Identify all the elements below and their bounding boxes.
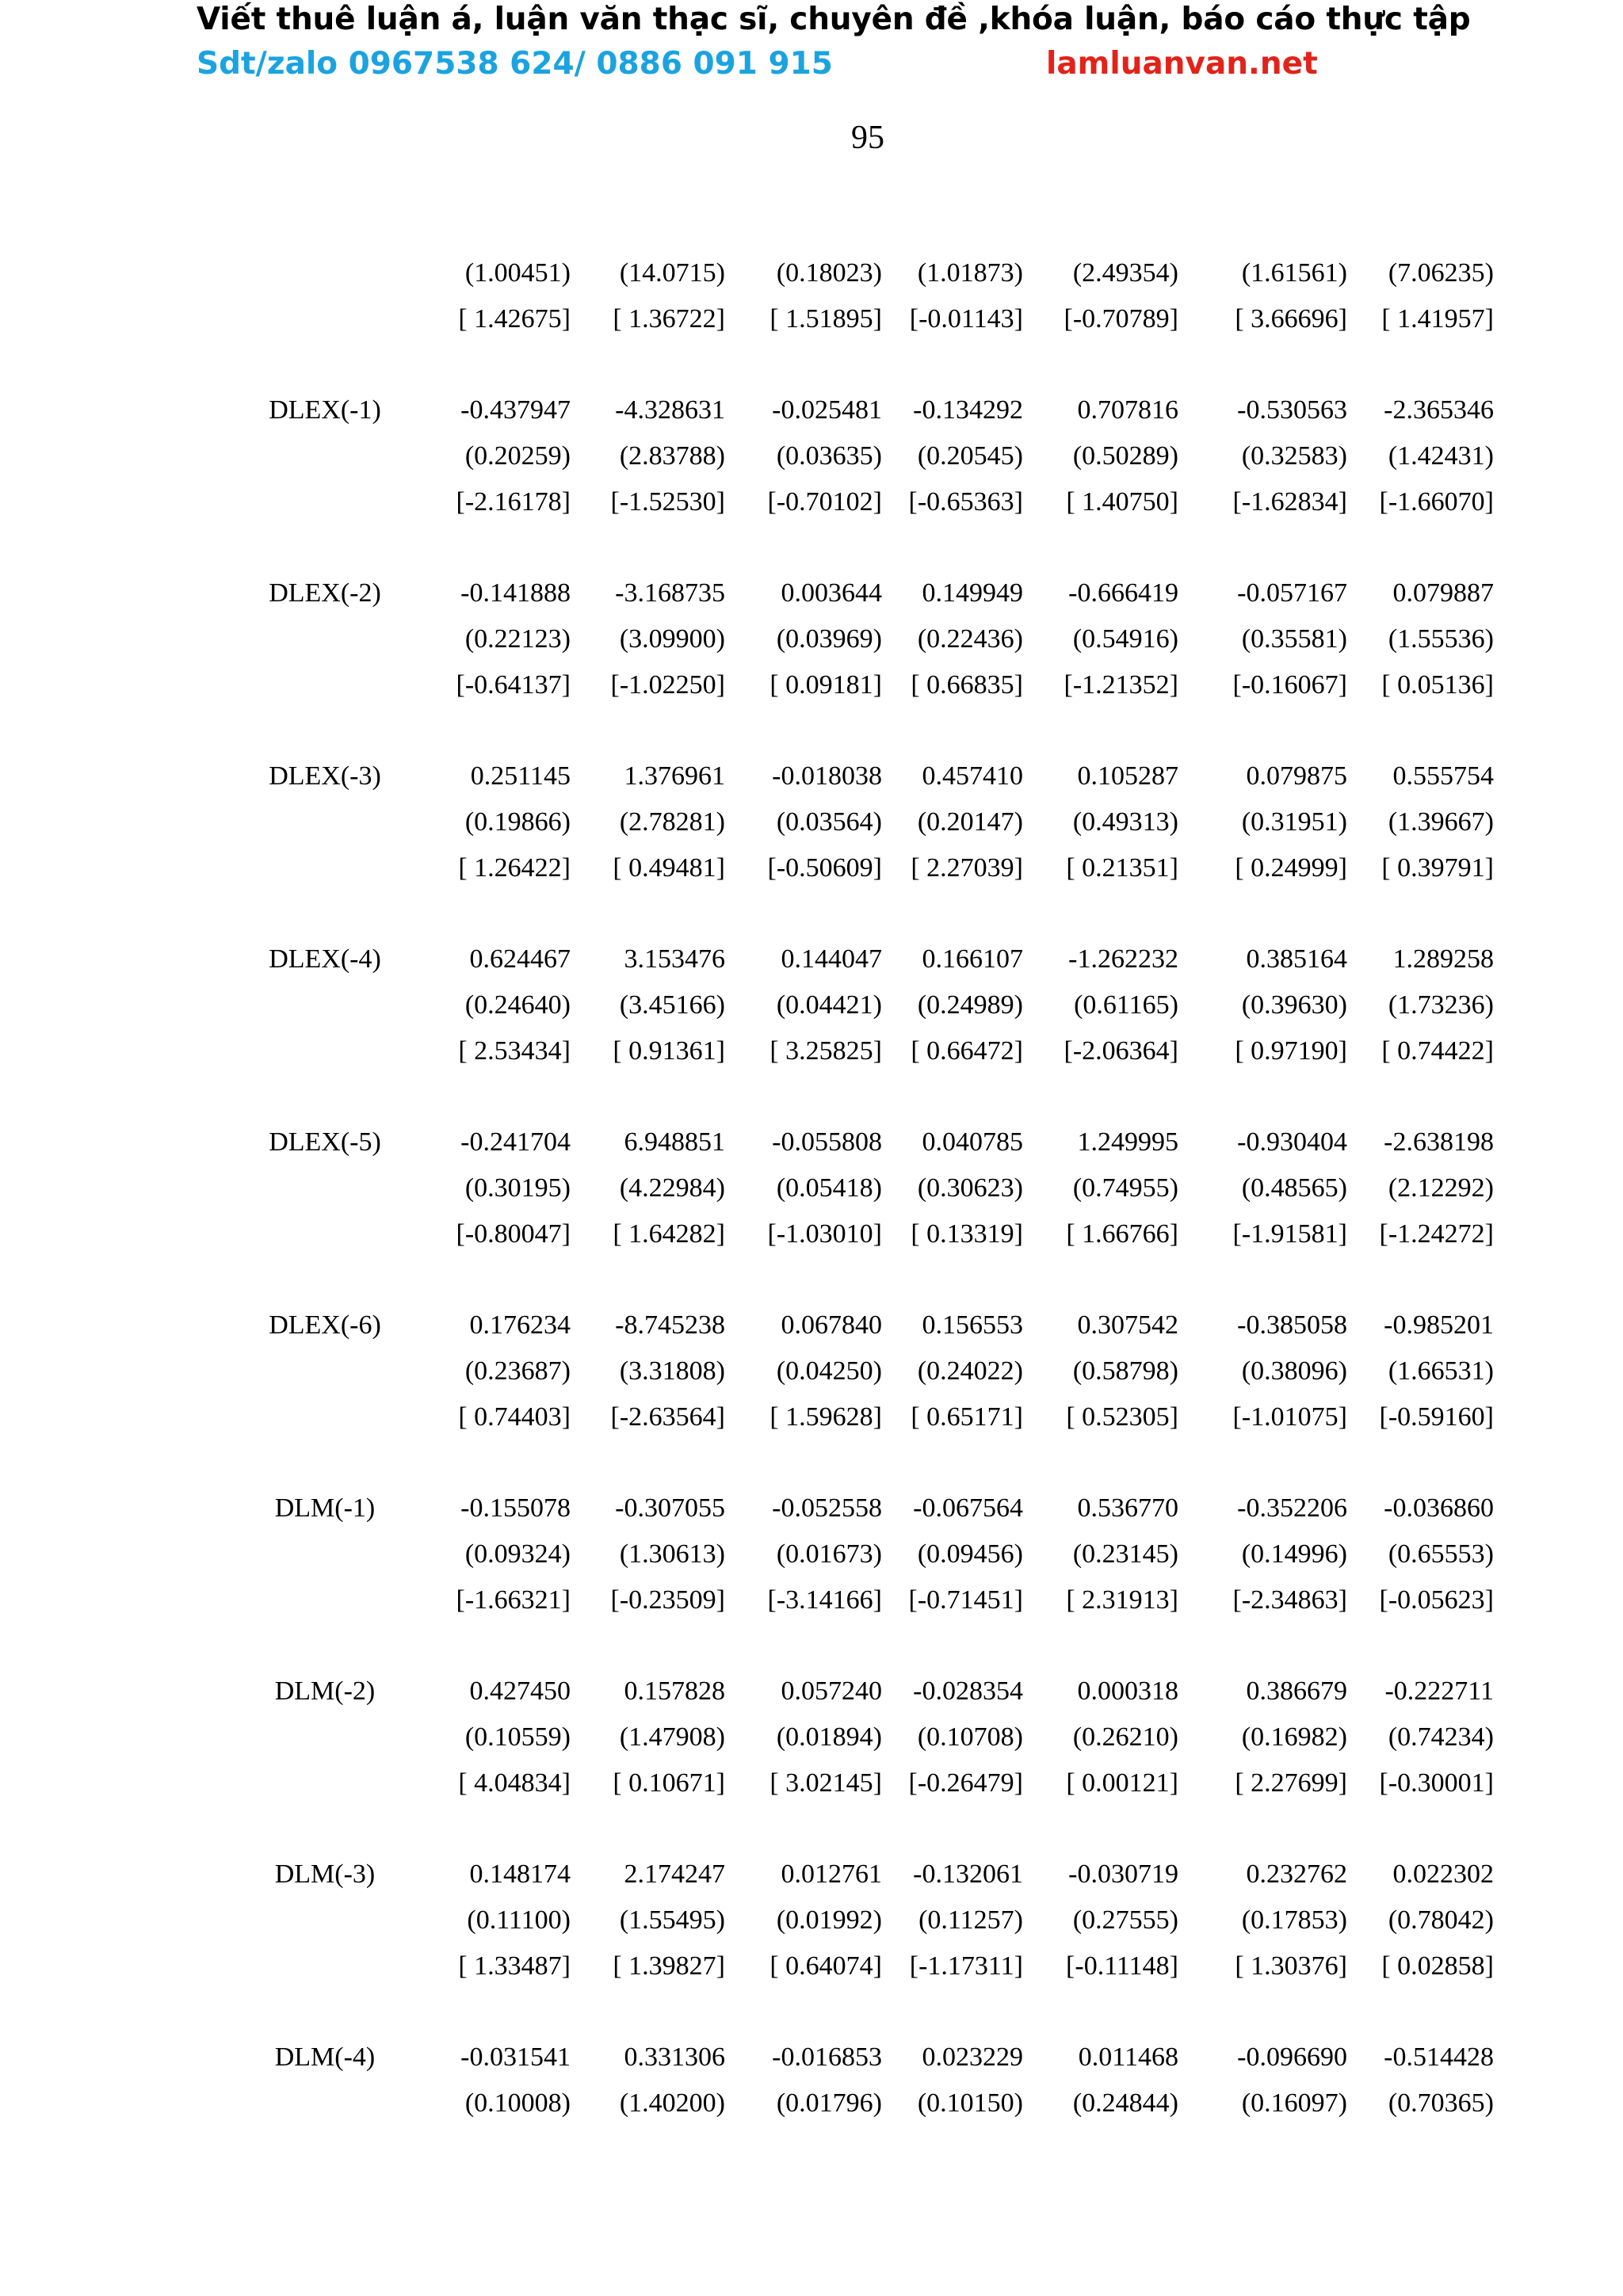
table-cell: (0.10008) [464, 2088, 571, 2118]
table-cell: [-0.50609] [767, 853, 882, 883]
table-cell: 0.079887 [1392, 578, 1494, 608]
table-cell: [-1.01075] [1232, 1402, 1347, 1432]
table-row [0, 1398, 1623, 1437]
table-cell: (0.19866) [464, 807, 571, 837]
table-cell: [-2.63564] [610, 1402, 725, 1432]
table-cell: -0.036860 [1384, 1493, 1494, 1523]
table-cell: (0.16097) [1241, 2088, 1347, 2118]
table-cell: 0.232762 [1246, 1859, 1347, 1889]
table-cell: (0.24640) [464, 990, 571, 1020]
table-cell: -4.328631 [615, 395, 725, 425]
table-cell: -0.385058 [1237, 1310, 1347, 1340]
table-cell: [ 0.10671] [613, 1768, 725, 1798]
table-row [0, 1672, 1623, 1711]
table-cell: (1.39667) [1388, 807, 1494, 837]
table-cell: [ 0.39791] [1381, 853, 1494, 883]
table-cell: 0.011468 [1078, 2042, 1178, 2072]
table-cell: 0.166107 [922, 944, 1023, 974]
table-cell: -0.132061 [913, 1859, 1023, 1889]
table-cell: [-1.66070] [1379, 487, 1494, 517]
table-row [0, 1489, 1623, 1528]
table-cell: -0.666419 [1068, 578, 1178, 608]
table-cell: (2.12292) [1388, 1173, 1494, 1203]
table-cell: -0.018038 [772, 761, 882, 791]
page-number: 95 [851, 120, 884, 156]
table-cell: -0.222711 [1384, 1676, 1494, 1706]
table-cell: (0.74234) [1388, 1722, 1494, 1752]
table-cell: [ 0.49481] [613, 853, 725, 883]
table-cell: 2.174247 [624, 1859, 725, 1889]
table-cell: [ 1.41957] [1381, 304, 1494, 334]
table-cell: [-1.03010] [767, 1219, 882, 1249]
table-cell: [-3.14166] [767, 1585, 882, 1615]
table-cell: (2.78281) [619, 807, 725, 837]
table-cell: [ 3.66696] [1235, 304, 1347, 334]
table-row [0, 482, 1623, 522]
table-cell: (0.38096) [1241, 1356, 1347, 1386]
row-label: DLM(-4) [274, 2042, 376, 2072]
table-cell: -0.141888 [460, 578, 571, 608]
table-cell: [ 2.27039] [911, 853, 1023, 883]
table-cell: -0.025481 [772, 395, 882, 425]
table-cell: 0.057240 [781, 1676, 882, 1706]
row-label: DLEX(-5) [269, 1127, 381, 1157]
table-cell: -0.530563 [1237, 395, 1347, 425]
table-row [0, 803, 1623, 842]
table-cell: (0.11257) [918, 1905, 1023, 1935]
table-cell: -0.055808 [772, 1127, 882, 1157]
table-cell: (1.61561) [1241, 258, 1347, 288]
table-cell: -2.365346 [1384, 395, 1494, 425]
table-cell: (3.09900) [619, 624, 725, 654]
row-label: DLEX(-3) [269, 761, 381, 791]
table-cell: -0.031541 [460, 2042, 571, 2072]
table-cell: (0.65553) [1388, 1539, 1494, 1569]
table-cell: 0.003644 [781, 578, 882, 608]
table-cell: -0.134292 [913, 395, 1023, 425]
table-row [0, 254, 1623, 293]
table-row [0, 1718, 1623, 1757]
table-cell: (0.23145) [1072, 1539, 1178, 1569]
table-cell: 0.067840 [781, 1310, 882, 1340]
table-cell: [ 0.13319] [911, 1219, 1023, 1249]
table-cell: [-0.70102] [767, 487, 882, 517]
table-cell: (0.01796) [776, 2088, 882, 2118]
table-cell: 0.555754 [1392, 761, 1494, 791]
table-cell: (1.42431) [1388, 441, 1494, 471]
table-cell: [ 0.74422] [1381, 1036, 1494, 1066]
table-cell: (0.35581) [1241, 624, 1347, 654]
table-cell: [ 0.05136] [1381, 670, 1494, 700]
table-cell: (0.30623) [917, 1173, 1023, 1203]
table-row [0, 940, 1623, 979]
table-cell: (0.05418) [776, 1173, 882, 1203]
table-cell: [ 2.27699] [1235, 1768, 1347, 1798]
table-cell: -0.028354 [913, 1676, 1023, 1706]
row-label: DLM(-1) [274, 1493, 376, 1523]
table-cell: [-0.71451] [908, 1585, 1023, 1615]
table-cell: [ 0.00121] [1066, 1768, 1178, 1798]
table-cell: [ 4.04834] [458, 1768, 571, 1798]
table-cell: (0.03635) [776, 441, 882, 471]
table-cell: [ 0.02858] [1381, 1951, 1494, 1981]
table-cell: (0.22436) [917, 624, 1023, 654]
table-cell: [-0.30001] [1379, 1768, 1494, 1798]
table-row [0, 1855, 1623, 1894]
table-cell: [-0.64137] [456, 670, 571, 700]
table-cell: (0.26210) [1072, 1722, 1178, 1752]
table-cell: (0.58798) [1072, 1356, 1178, 1386]
table-cell: 0.105287 [1077, 761, 1178, 791]
table-cell: [ 0.74403] [458, 1402, 571, 1432]
table-cell: 0.707816 [1077, 395, 1178, 425]
table-cell: 0.023229 [922, 2042, 1023, 2072]
table-cell: [ 2.53434] [458, 1036, 571, 1066]
table-cell: (0.04421) [776, 990, 882, 1020]
table-cell: (2.83788) [619, 441, 725, 471]
table-cell: [ 1.51895] [769, 304, 882, 334]
table-row [0, 986, 1623, 1025]
table-cell: 0.040785 [922, 1127, 1023, 1157]
table-cell: [ 0.21351] [1066, 853, 1178, 883]
table-row [0, 1901, 1623, 1940]
table-cell: -3.168735 [615, 578, 725, 608]
table-cell: [-0.05623] [1379, 1585, 1494, 1615]
table-cell: [ 1.40750] [1066, 487, 1178, 517]
table-cell: (0.78042) [1388, 1905, 1494, 1935]
table-row [0, 1169, 1623, 1208]
table-cell: -0.030719 [1068, 1859, 1178, 1889]
table-cell: (0.20147) [917, 807, 1023, 837]
table-cell: [ 1.36722] [613, 304, 725, 334]
table-cell: (0.03969) [776, 624, 882, 654]
table-cell: [-0.16067] [1232, 670, 1347, 700]
table-cell: (0.20545) [917, 441, 1023, 471]
table-cell: (1.55536) [1388, 624, 1494, 654]
table-cell: 0.386679 [1246, 1676, 1347, 1706]
row-label: DLEX(-1) [269, 395, 381, 425]
table-cell: [-2.06364] [1064, 1036, 1178, 1066]
table-cell: (0.39630) [1241, 990, 1347, 1020]
table-cell: [-1.24272] [1379, 1219, 1494, 1249]
table-cell: (0.10559) [464, 1722, 571, 1752]
table-cell: -0.096690 [1237, 2042, 1347, 2072]
table-cell: -0.155078 [460, 1493, 571, 1523]
table-cell: (0.74955) [1072, 1173, 1178, 1203]
table-cell: [-1.02250] [610, 670, 725, 700]
table-row [0, 1123, 1623, 1162]
header-website: lamluanvan.net [1046, 46, 1318, 82]
table-cell: (0.10150) [917, 2088, 1023, 2118]
header-phone: Sdt/zalo 0967538 624/ 0886 091 915 [197, 46, 833, 82]
table-cell: -0.437947 [460, 395, 571, 425]
table-cell: [ 0.66472] [911, 1036, 1023, 1066]
table-cell: [-0.23509] [610, 1585, 725, 1615]
table-cell: -0.985201 [1384, 1310, 1494, 1340]
table-row [0, 1535, 1623, 1574]
table-cell: (1.66531) [1388, 1356, 1494, 1386]
table-cell: (0.70365) [1388, 2088, 1494, 2118]
table-cell: [-1.62834] [1232, 487, 1347, 517]
table-cell: (1.55495) [619, 1905, 725, 1935]
table-cell: [ 0.97190] [1235, 1036, 1347, 1066]
table-cell: (1.47908) [619, 1722, 725, 1752]
table-cell: [ 1.64282] [613, 1219, 725, 1249]
table-cell: [ 0.09181] [769, 670, 882, 700]
table-cell: [ 0.66835] [911, 670, 1023, 700]
table-cell: [-0.80047] [456, 1219, 571, 1249]
table-cell: (7.06235) [1388, 258, 1494, 288]
table-cell: (0.31951) [1241, 807, 1347, 837]
table-row [0, 299, 1623, 339]
table-cell: [-1.21352] [1064, 670, 1178, 700]
table-cell: (0.24989) [917, 990, 1023, 1020]
table-cell: 1.376961 [624, 761, 725, 791]
table-cell: (0.01673) [776, 1539, 882, 1569]
table-row [0, 1215, 1623, 1254]
table-row [0, 437, 1623, 476]
table-cell: (1.00451) [464, 258, 571, 288]
table-cell: (0.22123) [464, 624, 571, 654]
table-cell: 0.536770 [1077, 1493, 1178, 1523]
row-label: DLM(-3) [274, 1859, 376, 1889]
table-cell: (0.11100) [467, 1905, 571, 1935]
table-cell: (0.27555) [1072, 1905, 1178, 1935]
table-cell: 0.000318 [1077, 1676, 1178, 1706]
table-cell: (0.01992) [776, 1905, 882, 1935]
table-cell: -8.745238 [615, 1310, 725, 1340]
table-cell: [ 1.26422] [458, 853, 571, 883]
table-cell: [-0.59160] [1379, 1402, 1494, 1432]
table-cell: 0.331306 [624, 2042, 725, 2072]
table-cell: [-1.17311] [909, 1951, 1023, 1981]
table-cell: [ 3.02145] [769, 1768, 882, 1798]
table-cell: (0.49313) [1072, 807, 1178, 837]
table-row [0, 2084, 1623, 2123]
table-row [0, 1352, 1623, 1391]
table-cell: (0.09456) [917, 1539, 1023, 1569]
table-cell: 1.289258 [1392, 944, 1494, 974]
table-row [0, 757, 1623, 796]
table-cell: [ 1.59628] [769, 1402, 882, 1432]
table-cell: -0.016853 [772, 2042, 882, 2072]
table-cell: (0.10708) [917, 1722, 1023, 1752]
table-cell: [ 0.65171] [911, 1402, 1023, 1432]
table-cell: -0.514428 [1384, 2042, 1494, 2072]
table-row [0, 1764, 1623, 1803]
table-cell: (0.09324) [464, 1539, 571, 1569]
table-cell: [ 2.31913] [1066, 1585, 1178, 1615]
table-cell: (0.23687) [464, 1356, 571, 1386]
table-cell: (0.16982) [1241, 1722, 1347, 1752]
table-cell: 0.079875 [1246, 761, 1347, 791]
table-cell: (0.61165) [1074, 990, 1178, 1020]
table-cell: (0.30195) [464, 1173, 571, 1203]
table-cell: 6.948851 [624, 1127, 725, 1157]
row-label: DLEX(-6) [269, 1310, 381, 1340]
table-cell: -1.262232 [1068, 944, 1178, 974]
table-cell: (0.14996) [1241, 1539, 1347, 1569]
table-cell: 0.176234 [469, 1310, 571, 1340]
table-cell: [ 3.25825] [769, 1036, 882, 1066]
table-cell: (0.48565) [1241, 1173, 1347, 1203]
table-cell: -2.638198 [1384, 1127, 1494, 1157]
table-cell: [ 1.33487] [458, 1951, 571, 1981]
table-cell: (0.50289) [1072, 441, 1178, 471]
table-cell: [-0.65363] [908, 487, 1023, 517]
table-cell: (1.30613) [619, 1539, 725, 1569]
table-cell: 0.156553 [922, 1310, 1023, 1340]
table-cell: (0.17853) [1241, 1905, 1347, 1935]
table-cell: [-0.11148] [1066, 1951, 1178, 1981]
table-cell: -0.057167 [1237, 578, 1347, 608]
table-cell: [ 1.30376] [1235, 1951, 1347, 1981]
table-cell: 0.149949 [922, 578, 1023, 608]
table-cell: (1.40200) [619, 2088, 725, 2118]
table-cell: -0.067564 [913, 1493, 1023, 1523]
table-cell: [-2.34863] [1232, 1585, 1347, 1615]
table-row [0, 1581, 1623, 1620]
table-cell: (0.01894) [776, 1722, 882, 1752]
table-cell: 0.144047 [781, 944, 882, 974]
table-cell: 0.022302 [1392, 1859, 1494, 1889]
table-cell: 0.457410 [922, 761, 1023, 791]
table-cell: -0.241704 [460, 1127, 571, 1157]
table-cell: (14.0715) [619, 258, 725, 288]
table-cell: (3.45166) [619, 990, 725, 1020]
table-cell: [-1.52530] [610, 487, 725, 517]
table-cell: -0.052558 [772, 1493, 882, 1523]
table-cell: [ 1.42675] [458, 304, 571, 334]
table-row [0, 666, 1623, 705]
table-cell: -0.930404 [1237, 1127, 1347, 1157]
table-cell: [ 0.24999] [1235, 853, 1347, 883]
table-row [0, 1032, 1623, 1071]
table-cell: 0.157828 [624, 1676, 725, 1706]
table-row [0, 391, 1623, 430]
table-cell: [-2.16178] [456, 487, 571, 517]
table-cell: 0.427450 [469, 1676, 571, 1706]
row-label: DLEX(-4) [269, 944, 381, 974]
table-cell: 0.251145 [470, 761, 571, 791]
table-cell: [ 1.39827] [613, 1951, 725, 1981]
table-cell: -0.352206 [1237, 1493, 1347, 1523]
table-cell: 0.148174 [469, 1859, 571, 1889]
table-row [0, 1306, 1623, 1345]
table-cell: [-0.70789] [1064, 304, 1178, 334]
table-cell: (1.01873) [917, 258, 1023, 288]
table-cell: (0.54916) [1072, 624, 1178, 654]
table-cell: [ 0.91361] [613, 1036, 725, 1066]
table-cell: (4.22984) [619, 1173, 725, 1203]
header-title: Viết thuê luận á, luận văn thạc sĩ, chuyên đề ,khóa luận, báo cáo thực tập [197, 2, 1471, 37]
table-cell: [ 0.64074] [769, 1951, 882, 1981]
table-cell: [-1.66321] [456, 1585, 571, 1615]
table-cell: -0.307055 [615, 1493, 725, 1523]
table-row [0, 620, 1623, 659]
table-cell: 1.249995 [1077, 1127, 1178, 1157]
row-label: DLM(-2) [274, 1676, 376, 1706]
table-row [0, 1947, 1623, 1986]
table-cell: (1.73236) [1388, 990, 1494, 1020]
table-cell: (0.24022) [917, 1356, 1023, 1386]
table-cell: (3.31808) [619, 1356, 725, 1386]
table-row [0, 2038, 1623, 2077]
table-cell: (0.04250) [776, 1356, 882, 1386]
table-cell: 0.307542 [1077, 1310, 1178, 1340]
table-cell: [-1.91581] [1232, 1219, 1347, 1249]
table-row [0, 849, 1623, 888]
table-row [0, 574, 1623, 613]
table-cell: (0.03564) [776, 807, 882, 837]
table-cell: (0.18023) [776, 258, 882, 288]
table-cell: 0.385164 [1246, 944, 1347, 974]
table-cell: [ 1.66766] [1066, 1219, 1178, 1249]
table-cell: [-0.26479] [908, 1768, 1023, 1798]
table-cell: (2.49354) [1072, 258, 1178, 288]
table-cell: [ 0.52305] [1066, 1402, 1178, 1432]
table-cell: 0.624467 [469, 944, 571, 974]
row-label: DLEX(-2) [269, 578, 381, 608]
table-cell: 3.153476 [624, 944, 725, 974]
table-cell: (0.24844) [1072, 2088, 1178, 2118]
table-cell: [-0.01143] [909, 304, 1023, 334]
table-cell: (0.32583) [1241, 441, 1347, 471]
table-cell: (0.20259) [464, 441, 571, 471]
table-cell: 0.012761 [781, 1859, 882, 1889]
